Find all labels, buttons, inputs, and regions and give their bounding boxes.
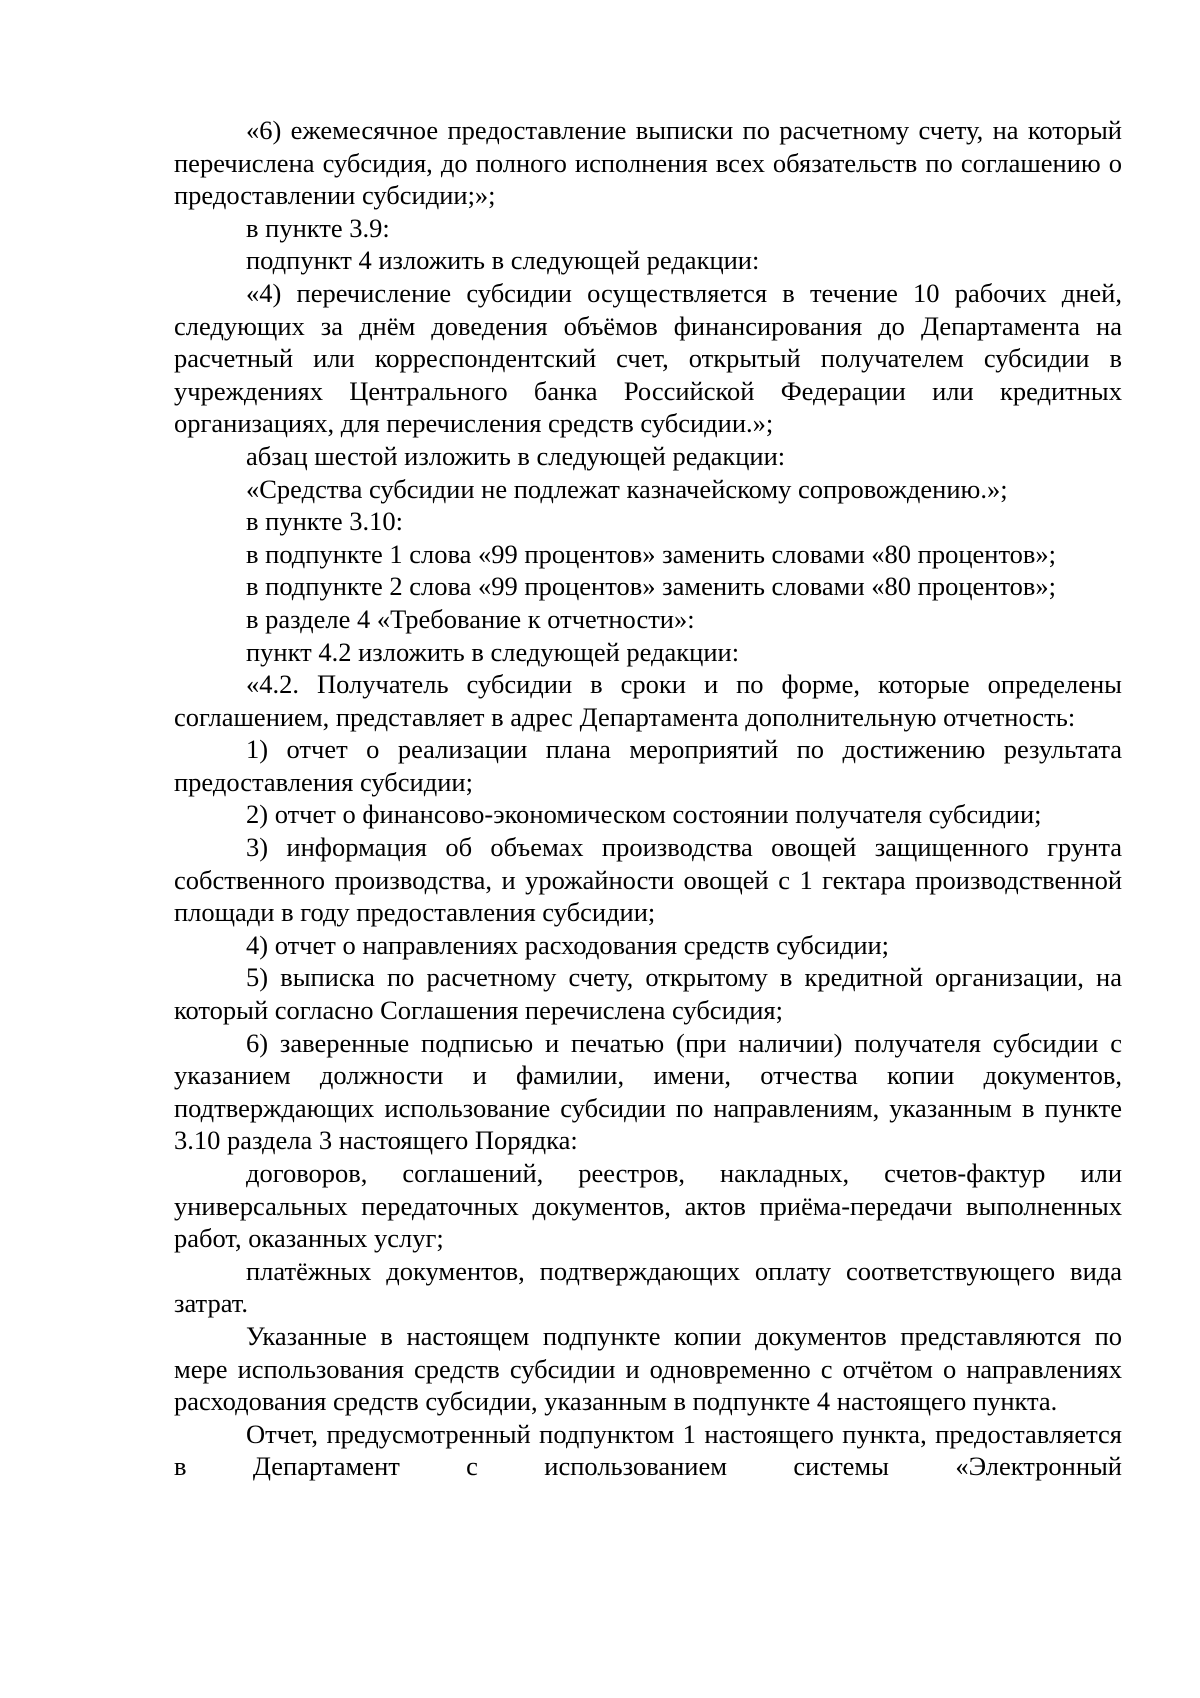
paragraph-12: «4.2. Получатель субсидии в сроки и по форме, которые определены соглашением, представляет в адрес Департамента дополнительную отчетность:: [174, 669, 1122, 732]
paragraph-17: 5) выписка по расчетному счету, открытому в кредитной организации, на который согласно Соглашения перечислена субсидия;: [174, 962, 1122, 1026]
paragraph-7: в пункте 3.10:: [246, 506, 403, 537]
paragraph-5: абзац шестой изложить в следующей редакции:: [246, 440, 786, 471]
paragraph-21: Указанные в настоящем подпункте копии документов представляются по мере использования средств субсидии и одновременно с отчётом о направлениях расходования средств субсидии, указанным в подпункте 4 настоящего пункта.: [174, 1320, 1122, 1417]
paragraph-6: «Средства субсидии не подлежат казначейскому сопровождению.»;: [246, 473, 1008, 504]
paragraph-11: пункт 4.2 изложить в следующей редакции:: [246, 636, 740, 667]
paragraph-19: договоров, соглашений, реестров, накладных, счетов-фактур или универсальных передаточных документов, актов приёма-передачи выполненных работ, оказанных услуг;: [174, 1158, 1122, 1254]
paragraph-18: 6) заверенные подписью и печатью (при наличии) получателя субсидии с указанием должности и фамилии, имени, отчества копии документов, подтверждающих использование субсидии по направлениям, указанным в пункте 3.10 раздела 3 настоящего Порядка:: [174, 1027, 1122, 1156]
paragraph-22: Отчет, предусмотренный подпунктом 1 настоящего пункта, предоставляется в Департамент с использованием системы «Электронный: [174, 1418, 1122, 1482]
document-page: [174, 114, 1122, 1483]
paragraph-15: 3) информация об объемах производства овощей защищенного грунта собственного производства, и урожайности овощей с 1 гектара производственной площади в году предоставления субсидии;: [174, 832, 1122, 928]
paragraph-16: 4) отчет о направлениях расходования средств субсидии;: [246, 929, 890, 960]
paragraph-13: 1) отчет о реализации плана мероприятий по достижению результата предоставления субсидии;: [174, 734, 1122, 797]
paragraph-14: 2) отчет о финансово-экономическом состоянии получателя субсидии;: [246, 799, 1042, 830]
paragraph-4: «4) перечисление субсидии осуществляется в течение 10 рабочих дней, следующих за днём доведения объёмов финансирования до Департамента на расчетный или корреспондентский счет, открытый получателем субсидии в учреждениях Центрального банка Российской Федерации или кредитных организациях, для перечисления средств субсидии.»;: [174, 277, 1122, 439]
paragraph-10: в разделе 4 «Требование к отчетности»:: [246, 603, 695, 634]
paragraph-20: платёжных документов, подтверждающих оплату соответствующего вида затрат.: [174, 1255, 1122, 1319]
paragraph-8: в подпункте 1 слова «99 процентов» заменить словами «80 процентов»;: [246, 538, 1057, 569]
paragraph-9: в подпункте 2 слова «99 процентов» заменить словами «80 процентов»;: [246, 571, 1057, 602]
paragraph-3: подпункт 4 изложить в следующей редакции:: [246, 245, 760, 276]
paragraph-2: в пункте 3.9:: [246, 212, 390, 243]
paragraph-1: «6) ежемесячное предоставление выписки по расчетному счету, на который перечислена субсидия, до полного исполнения всех обязательств по соглашению о предоставлении субсидии;»;: [174, 115, 1122, 211]
